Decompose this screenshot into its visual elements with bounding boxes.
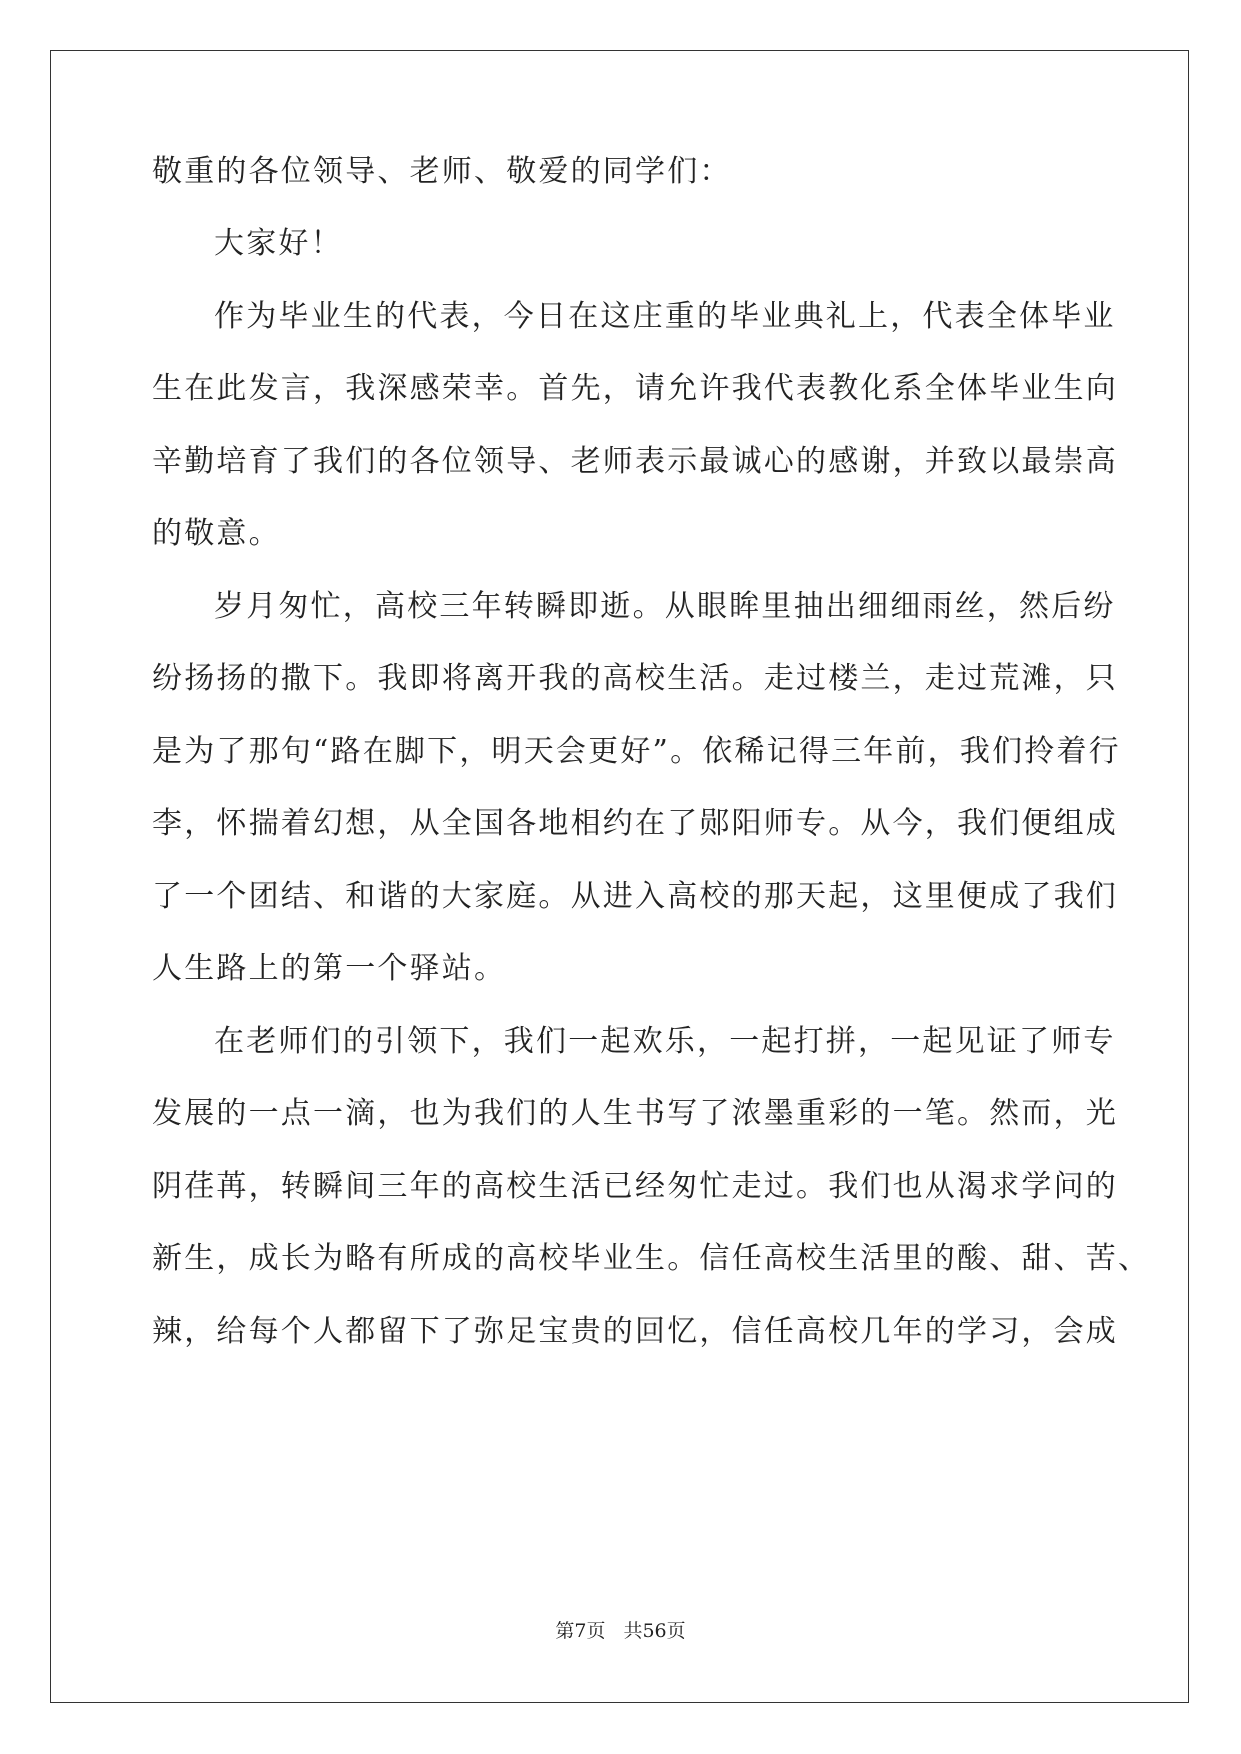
paragraph-line: 在老师们的引领下，我们一起欢乐，一起打拼，一起见证了师专: [214, 1024, 1116, 1059]
page-total: 共56页: [623, 1620, 686, 1642]
page-footer: [0, 1619, 1241, 1643]
page-number: 第7页: [555, 1620, 606, 1642]
paragraph-line: 了一个团结、和谐的大家庭。从进入高校的那天起，这里便成了我们: [152, 879, 1118, 914]
paragraph-line: 岁月匆忙，高校三年转瞬即逝。从眼眸里抽出细细雨丝，然后纷: [214, 589, 1116, 624]
paragraph-line: 作为毕业生的代表，今日在这庄重的毕业典礼上，代表全体毕业: [214, 299, 1116, 334]
paragraph-line: 李，怀揣着幻想，从全国各地相约在了郧阳师专。从今，我们便组成: [152, 806, 1118, 841]
paragraph-line: 人生路上的第一个驿站。: [152, 951, 507, 986]
paragraph-line: 发展的一点一滴，也为我们的人生书写了浓墨重彩的一笔。然而，光: [152, 1096, 1118, 1131]
greeting-line: 大家好！: [214, 226, 343, 261]
salutation-line: 敬重的各位领导、老师、敬爱的同学们：: [152, 154, 732, 189]
paragraph-line: 是为了那句“路在脚下，明天会更好”。依稀记得三年前，我们拎着行: [152, 734, 1121, 769]
paragraph-line: 纷扬扬的撒下。我即将离开我的高校生活。走过楼兰，走过荒滩，只: [152, 661, 1118, 696]
paragraph-line: 辛勤培育了我们的各位领导、老师表示最诚心的感谢，并致以最崇高: [152, 444, 1118, 479]
paragraph-line: 的敬意。: [152, 516, 281, 551]
paragraph-line: 新生，成长为略有所成的高校毕业生。信任高校生活里的酸、甜、苦、: [152, 1241, 1151, 1276]
paragraph-line: 生在此发言，我深感荣幸。首先，请允许我代表教化系全体毕业生向: [152, 371, 1118, 406]
paragraph-line: 阴荏苒，转瞬间三年的高校生活已经匆忙走过。我们也从渴求学问的: [152, 1169, 1118, 1204]
paragraph-line: 辣，给每个人都留下了弥足宝贵的回忆，信任高校几年的学习，会成: [152, 1314, 1118, 1349]
